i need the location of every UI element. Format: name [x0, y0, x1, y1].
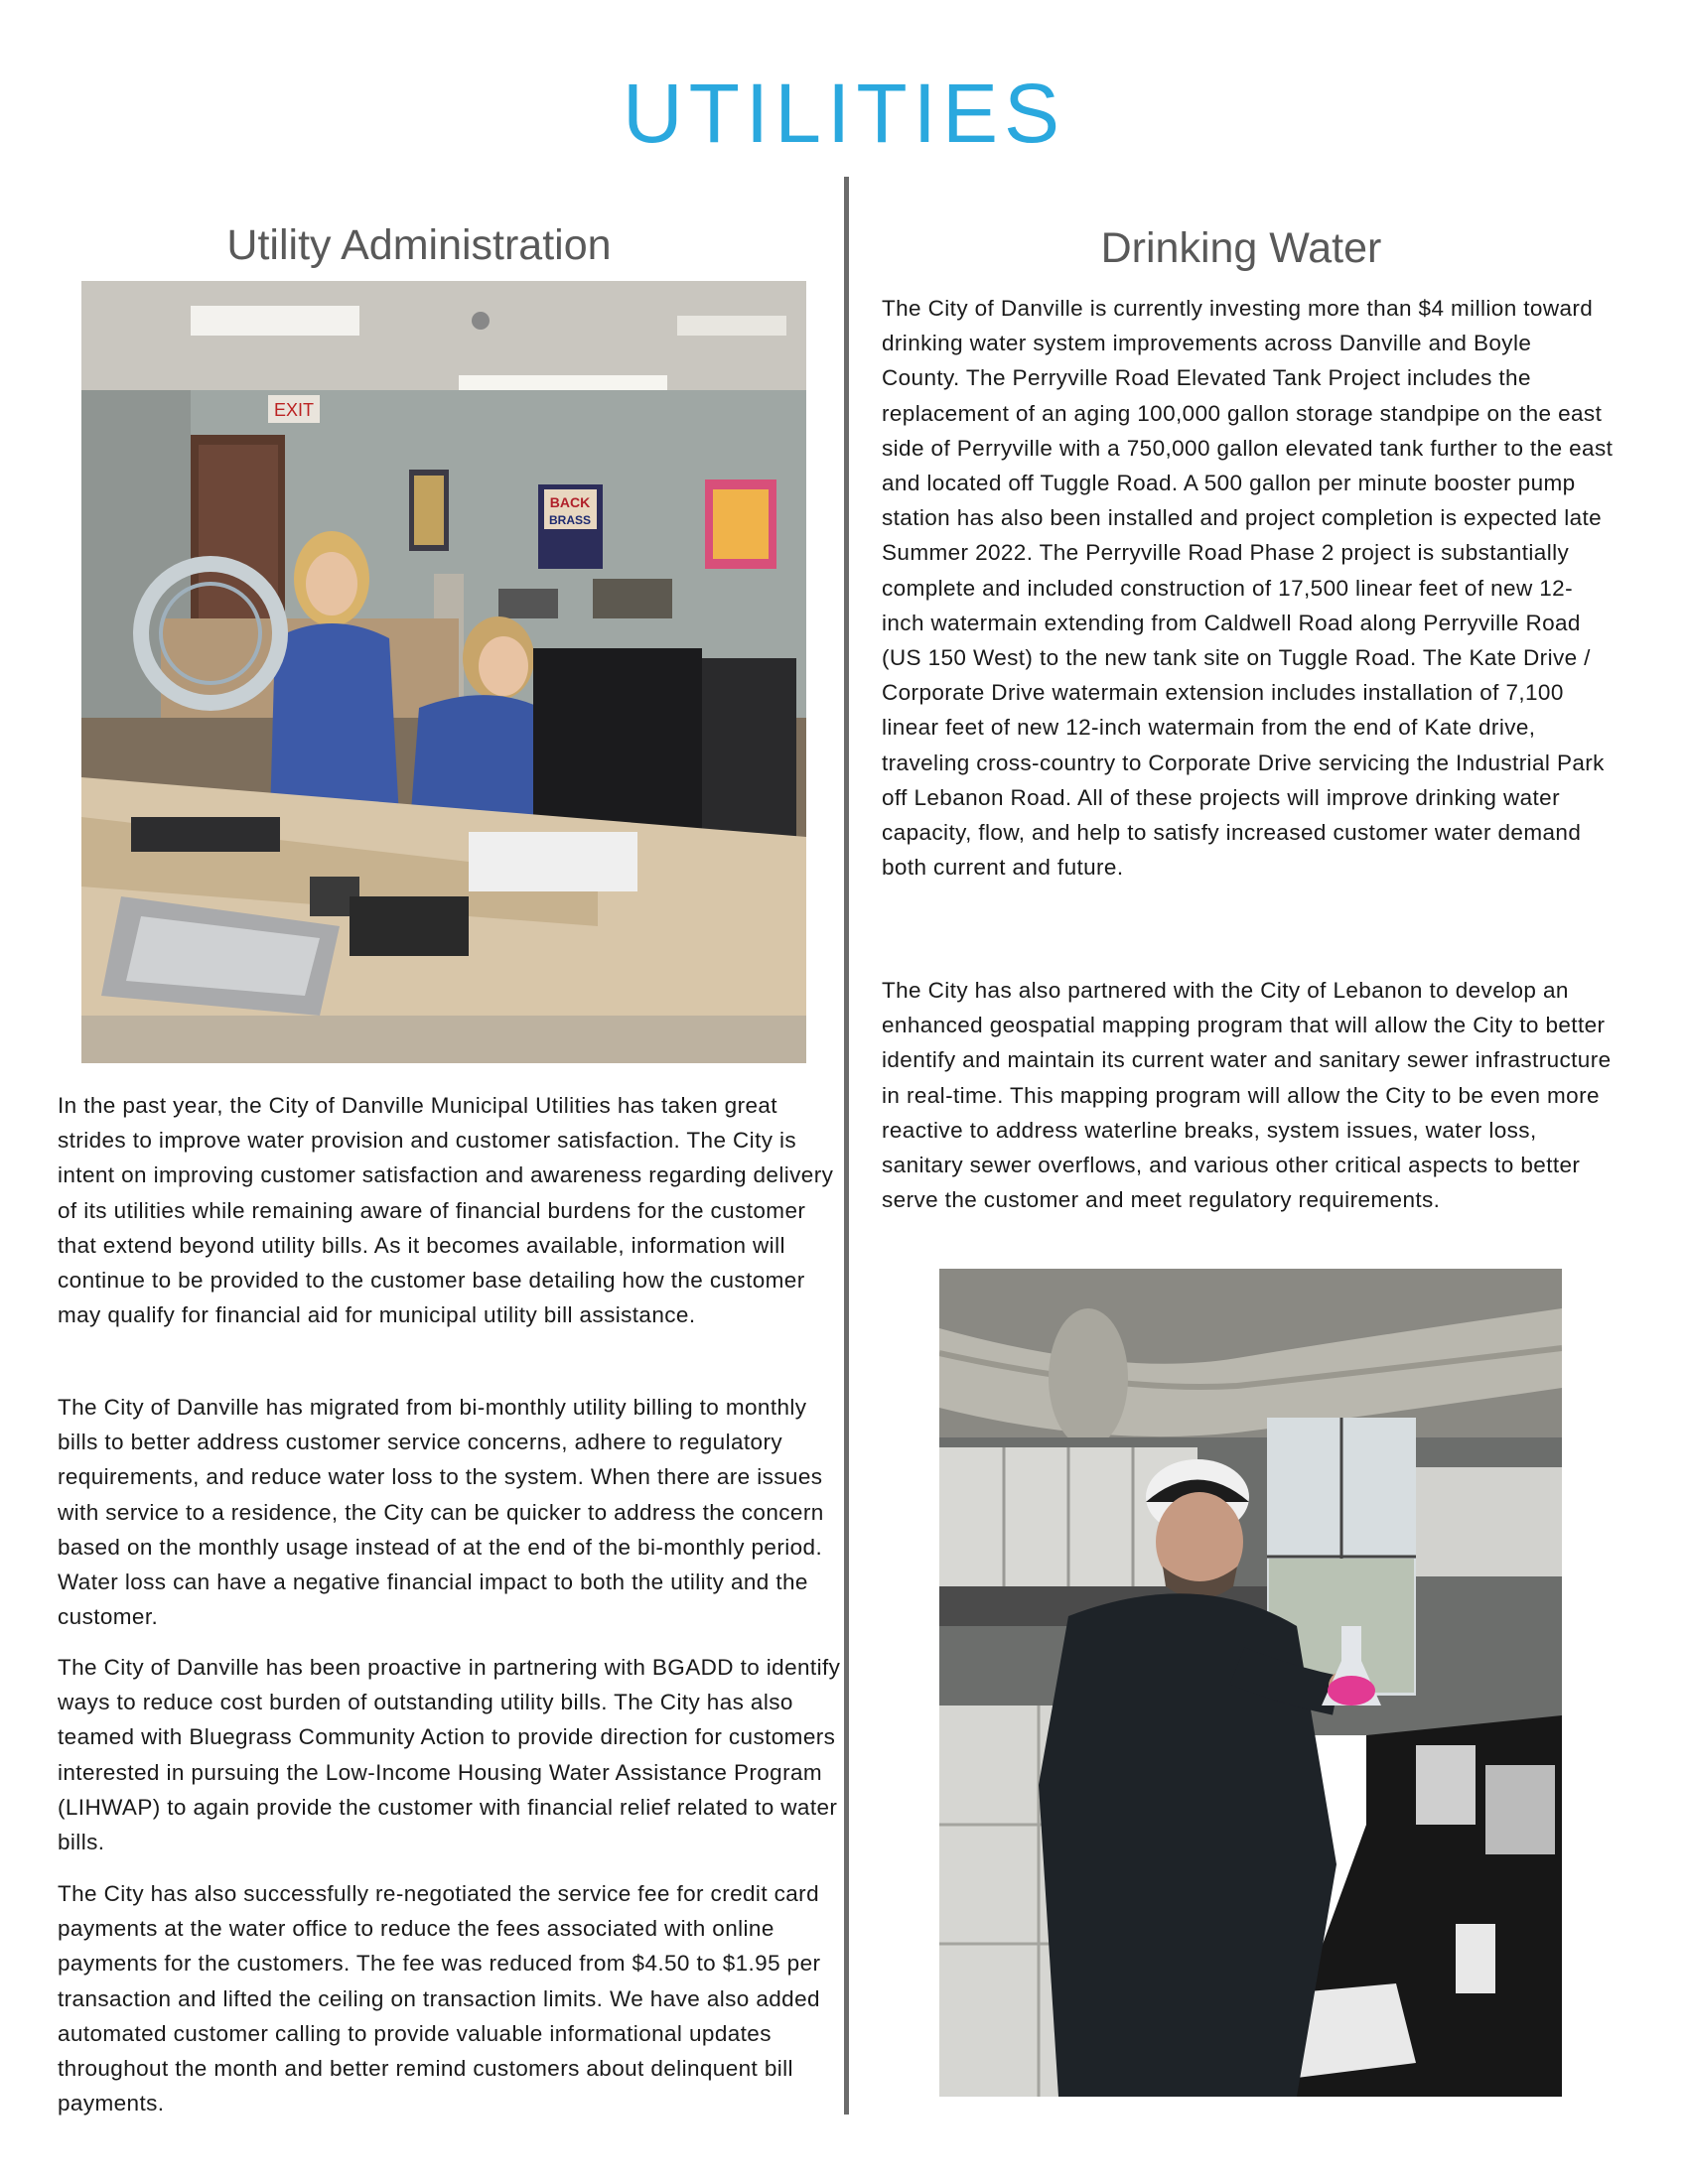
poster-back-text: BACK — [549, 494, 591, 510]
drinking-water-paragraph-2: The City has also partnered with the City of Lebanon to develop an enhanced geospatial mapping program that will allow the City to better identify and maintain its current water and sanitary sewer infrastructure in real-time. This mapping program will allow the City to be even more reactive to address waterline breaks, system issues, water loss, sanitary sewer overflows, and various other critical aspects to better serve the customer and meet regulatory requirements. — [882, 978, 1612, 1213]
utility-paragraph-1: In the past year, the City of Danville Municipal Utilities has taken great strides to improve water provision and customer satisfaction. The City is intent on improving customer satisfaction and awareness regarding delivery of its utilities while remaining aware of financial burdens for the customer that extend beyond utility bills. As it becomes available, information will continue to be provided to the customer base detailing how the customer may qualify for financial aid for municipal utility bill assistance. — [58, 1093, 834, 1328]
water-lab-photo — [939, 1269, 1562, 2097]
poster-brass-text: BRASS — [548, 513, 592, 527]
exit-sign-text: EXIT — [273, 400, 315, 420]
page-title: UTILITIES — [622, 67, 1066, 160]
utility-paragraph-2: The City of Danville has migrated from bi-monthly utility billing to monthly bills to better address customer service concerns, adhere to regulatory requirements, and reduce water loss to the system. When there are issues with service to a residence, the City can be quicker to address the concern based on the monthly usage instead of at the end of the bi-monthly period. Water loss can have a negative financial impact to both the utility and the customer. — [58, 1395, 824, 1630]
column-divider — [844, 177, 849, 2115]
utility-administration-heading: Utility Administration — [226, 221, 612, 269]
drinking-water-paragraph-1: The City of Danville is currently investing more than $4 million toward drinking water system improvements across Danville and Boyle County. The Perryville Road Elevated Tank Project includes the replacement of an aging 100,000 gallon storage standpipe on the east side of Perryville with a 750,000 gallon elevated tank further to the east and located off Tuggle Road. A 500 gallon per minute booster pump station has also been installed and project completion is expected late Summer 2022. The Perryville Road Phase 2 project is substantially complete and included construction of 17,500 linear feet of new 12-inch watermain extending from Caldwell Road along Perryville Road (US 150 West) to the new tank site on Tuggle Road. The Kate Drive / Corporate Drive watermain extension includes installation of 7,100 linear feet of new 12-inch watermain from the end of Kate drive, traveling cross-country to Corporate Drive servicing the Industrial Park off Lebanon Road. All of these projects will improve drinking water capacity, flow, and help to satisfy increased customer water demand both current and future. — [882, 296, 1614, 881]
utility-paragraph-4: The City has also successfully re-negotiated the service fee for credit card payments at the water office to reduce the fees associated with online payments for the customers. The fee was reduced from $4.50 to $1.95 per transaction and lifted the ceiling on transaction limits. We have also added automated customer calling to provide valuable informational updates throughout the month and better remind customers about delinquent bill payments. — [58, 1881, 821, 2116]
utility-paragraph-3: The City of Danville has been proactive in partnering with BGADD to identify ways to reduce cost burden of outstanding utility bills. The City has also teamed with Bluegrass Community Action to provide direction for customers interested in pursuing the Low-Income Housing Water Assistance Program (LIHWAP) to again provide the customer with financial relief related to water bills. — [58, 1655, 841, 1855]
drinking-water-heading: Drinking Water — [1100, 224, 1382, 272]
office-staff-photo — [81, 281, 806, 1063]
